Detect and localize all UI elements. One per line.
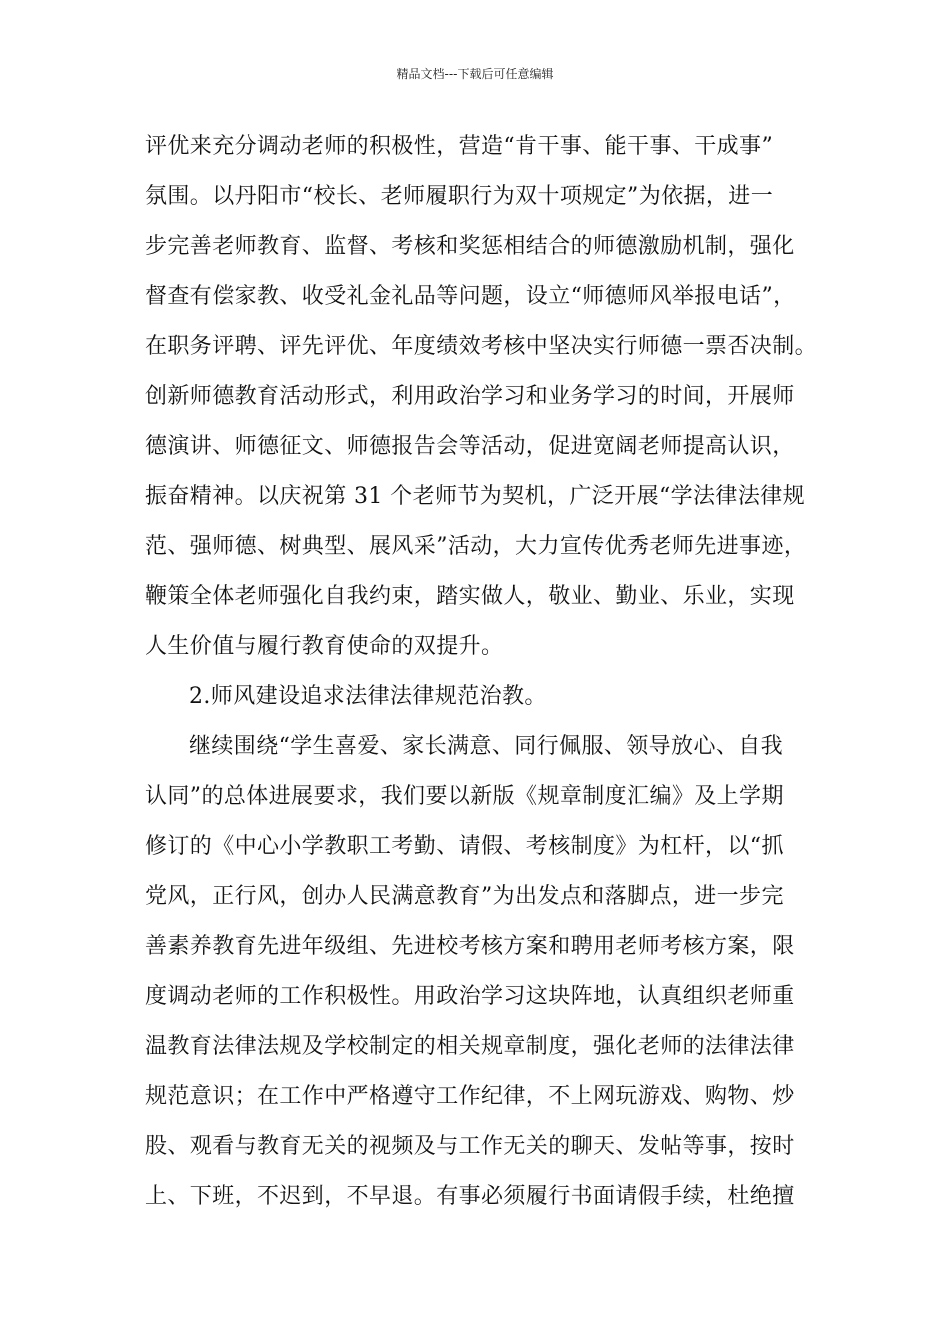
document-body — [145, 122, 818, 1222]
body-line-21: 股、观看与教育无关的视频及与工作无关的聊天、发帖等事，按时 — [145, 1134, 795, 1159]
body-line-7: 德演讲、师德征文、师德报告会等活动，促进宽阔老师提高认识， — [145, 434, 795, 459]
body-line-20: 规范意识；在工作中严格遵守工作纪律，不上网玩游戏、购物、炒 — [145, 1084, 795, 1109]
body-line-1: 评优来充分调动老师的积极性，营造“肯干事、能干事、干成事” — [145, 134, 774, 159]
body-line-8: 振奋精神。以庆祝第 31 个老师节为契机，广泛开展“学法律法律规 — [145, 484, 806, 509]
page-header: 精品文档---下载后可任意编辑 — [396, 67, 554, 81]
body-line-4: 督查有偿家教、收受礼金礼品等问题，设立“师德师风举报电话”， — [145, 284, 796, 309]
body-line-6: 创新师德教育活动形式，利用政治学习和业务学习的时间，开展师 — [145, 384, 795, 409]
body-line-16: 党风，正行风，创办人民满意教育”为出发点和落脚点，进一步完 — [145, 884, 784, 909]
body-line-22: 上、下班，不迟到，不早退。有事必须履行书面请假手续，杜绝擅 — [145, 1184, 795, 1209]
body-line-14: 认同”的总体进展要求，我们要以新版《规章制度汇编》及上学期 — [145, 784, 784, 809]
body-line-15: 修订的《中心小学教职工考勤、请假、考核制度》为杠杆，以“抓 — [145, 834, 784, 859]
body-line-17: 善素养教育先进年级组、先进校考核方案和聘用老师考核方案，限 — [145, 934, 795, 959]
section-heading: 2.师风建设追求法律法律规范治教。 — [189, 684, 547, 709]
body-line-10: 鞭策全体老师强化自我约束，踏实做人，敬业、勤业、乐业，实现 — [145, 584, 795, 609]
body-line-13: 继续围绕“学生喜爱、家长满意、同行佩服、领导放心、自我 — [189, 734, 784, 759]
body-line-2: 氛围。以丹阳市“校长、老师履职行为双十项规定”为依据，进一 — [145, 184, 774, 209]
body-line-11: 人生价值与履行教育使命的双提升。 — [145, 634, 504, 659]
body-line-9: 范、强师德、树典型、展风采”活动，大力宣传优秀老师先进事迹， — [145, 534, 807, 559]
body-line-5: 在职务评聘、评先评优、年度绩效考核中坚决实行师德一票否决制。 — [145, 334, 818, 359]
body-line-19: 温教育法律法规及学校制定的相关规章制度，强化老师的法律法律 — [145, 1034, 795, 1059]
body-line-3: 步完善老师教育、监督、考核和奖惩相结合的师德激励机制，强化 — [145, 234, 795, 259]
body-line-18: 度调动老师的工作积极性。用政治学习这块阵地，认真组织老师重 — [145, 984, 795, 1009]
